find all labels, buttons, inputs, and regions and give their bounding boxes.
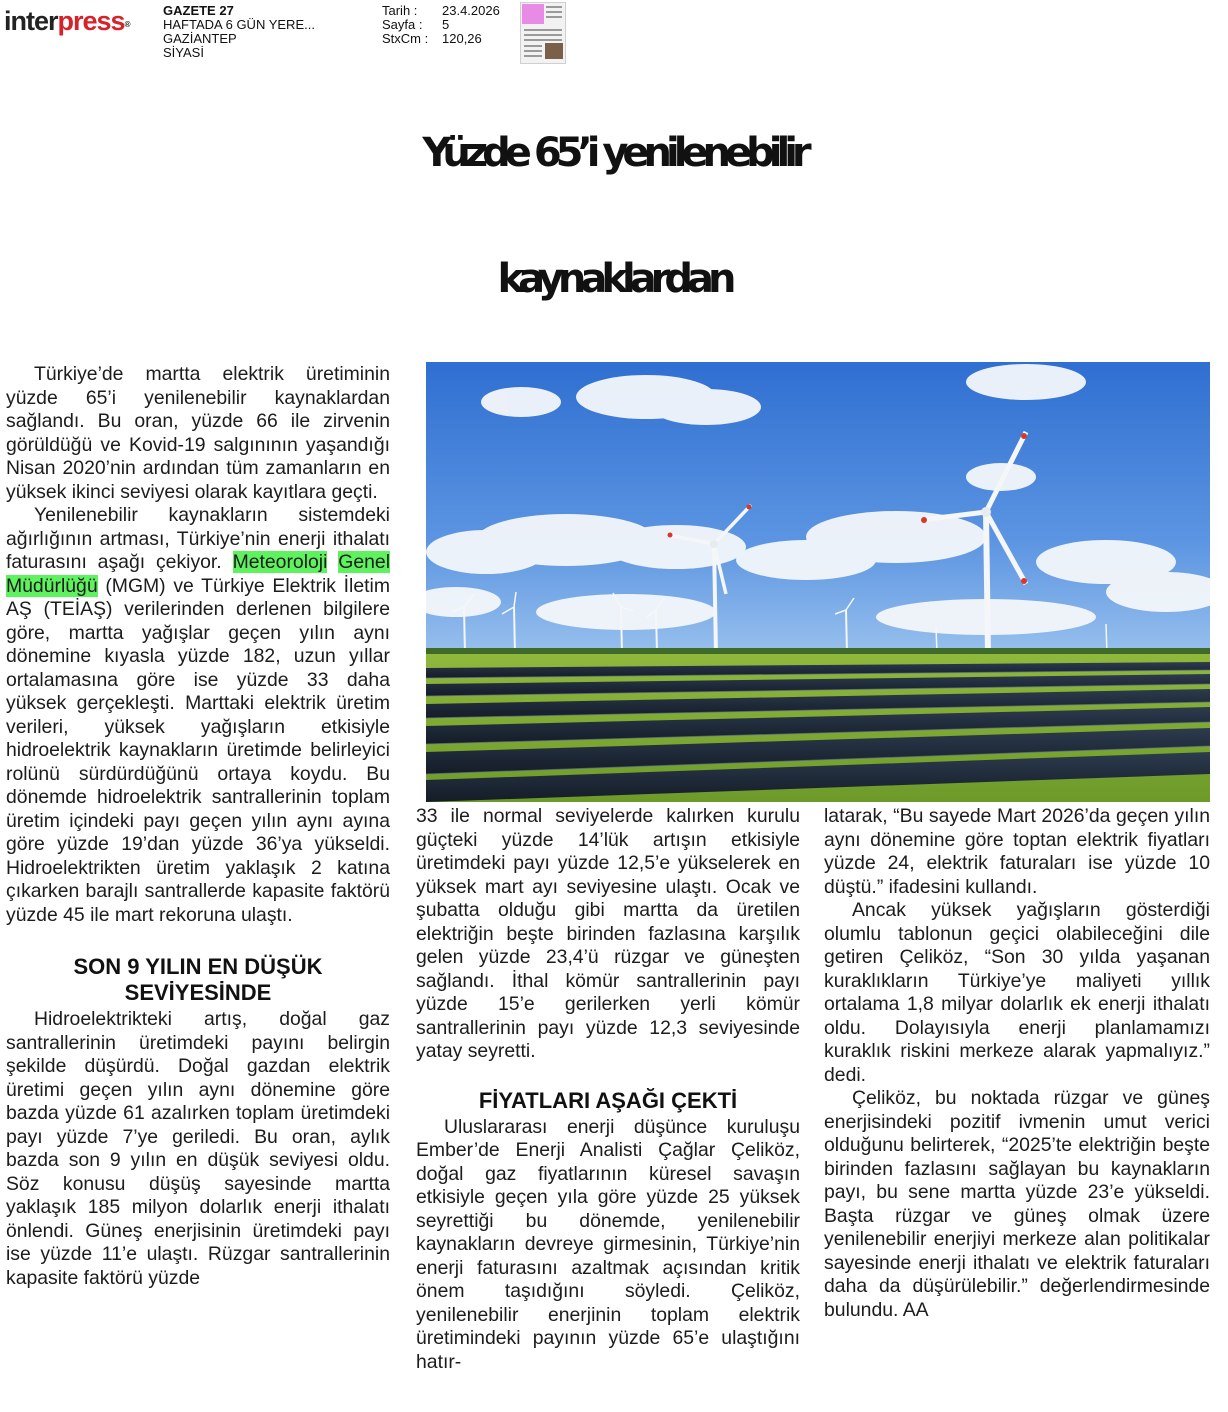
paragraph: Çeliköz, bu noktada rüzgar ve güneş enerjisindeki pozitif ivmenin umut verici olduğunu belirterek, “2025’te elektriğin beşte birinden fazlasını sağlayan bu kaynakların payı, bu sene martta yüzde 23’e yükseldi. Başta rüzgar ve güneş olmak üzere yenilenebilir enerjiyi merkeze alan politikalar sayesinde enerji ithalatı ve elektrik faturaları daha da düşürülebilir.” değerlendirmesinde bulundu. AA	[824, 1087, 1210, 1321]
paragraph: Uluslararası enerji düşünce kuruluşu Ember’de Enerji Analisti Çağlar Çeliköz, doğal gaz fiyatlarının küresel savaşın etkisiyle geçen yıla göre yüzde 25 yüksek seyrettiği bu dönemde, yenilenebilir kaynakların devreye girmesinin, Türkiye’nin enerji faturasını azaltmak açısından kritik önem taşıdığını söyledi. Çeliköz, yenilenebilir enerjinin toplam elektrik üretimindeki payının yüzde 65’e ulaştığını hatır-	[416, 1115, 800, 1373]
clipping-meta-values	[442, 4, 500, 46]
article-column-2	[416, 805, 800, 1374]
paragraph: Hidroelektrikteki artış, doğal gaz santrallerinin üretimdeki payını belirgin şekilde düşürdü. Doğal gazdan elektrik üretimi geçen yılın aynı dönemine göre bazda yüzde 61 azalırken toplam üretimdeki payı yüzde 7’ye geriledi. Bu oran, aylık bazda son 9 yılın en düşük seviyesi oldu. Söz konusu düşüş sayesinde martta yaklaşık 185 milyon dolarlık enerji ithalatı önlendi. Güneş enerjisinin üretimdeki payı ise yüzde 11’e ulaştı. Rüzgar santrallerinin kapasite faktörü yüzde	[6, 1008, 390, 1289]
page-label: Sayfa :	[382, 17, 423, 32]
headline-line-1: Yüzde 65’i yenilenebilir	[422, 130, 806, 176]
date-value: 23.4.2026	[442, 3, 500, 18]
highlighted-keyword: Müdürlüğü	[6, 574, 98, 597]
thumbnail-highlight	[522, 4, 544, 24]
stxcm-label: StxCm :	[382, 31, 429, 46]
subheading: FİYATLARI AŞAĞI ÇEKTİ	[478, 1087, 738, 1113]
highlighted-keyword: Meteoroloji	[232, 551, 328, 573]
paragraph: 33 ile normal seviyelerde kalırken kurulu güçteki yüzde 14’lük artışın etkisiyle üretimdeki payı yüzde 12,5’e yükselerek en yüksek mart ayı seviyesine ulaştı. Ocak ve şubatta olduğu gibi martta da üretilen elektriğin beşte birinden fazlasına karşılık gelen yüzde 23,4’ü rüzgar ve güneşten sağlandı. İthal kömür santrallerinin payı yüzde 15’e gerilerken yerli kömür santrallerinin payı yüzde 12,3 seviyesinde yatay seyretti.	[416, 805, 800, 1062]
wind-turbines-solar-panels-image	[426, 362, 1210, 802]
article-column-3	[824, 805, 1210, 1322]
headline-line-2: kaynaklardan	[497, 256, 731, 302]
clipping-source-info	[163, 4, 315, 60]
clipping-meta-labels	[382, 4, 428, 46]
article-photo-wind-solar	[426, 362, 1210, 802]
interpress-logo: interpress®	[4, 6, 130, 36]
highlighted-keyword: Genel	[338, 551, 391, 573]
publication-category: SİYASİ	[163, 45, 204, 60]
page-thumbnail[interactable]	[520, 2, 566, 64]
page-value: 5	[442, 17, 450, 32]
paragraph: latarak, “Bu sayede Mart 2026’da geçen yılın aynı dönemine göre toptan elektrik fiyatları yüzde 24, elektrik faturaları ise yüzde 10 düştü.” ifadesini kullandı.	[824, 805, 1210, 898]
publication-city: GAZİANTEP	[163, 31, 237, 46]
publication-frequency: HAFTADA 6 GÜN YERE...	[163, 17, 315, 32]
article-column-1	[6, 363, 390, 1290]
thumbnail-photo	[545, 43, 563, 59]
paragraph: Yenilenebilir kaynakların sistemdeki ağırlığının artması, Türkiye’nin enerji ithalatı faturasını aşağı çekiyor. Meteoroloji Genel Müdürlüğü (MGM) ve Türkiye Elektrik İletim AŞ (TEİAŞ) verilerinden derlenen bilgilere göre, martta yağışlar geçen yılın aynı dönemine kıyasla yüzde 182, uzun yıllar ortalamasına göre ise yüzde 33 daha yüksek gerçekleşti. Marttaki elektrik üretim verileri, yüksek yağışların etkisiyle hidroelektrik kaynakların üretimde belirleyici rolünü sürdürdüğünü ortaya koydu. Bu dönemde hidroelektrik santrallerinin toplam üretim içindeki payı geçen yılın aynı ayına göre yüzde 19’dan yüzde 36’ya yükseldi. Hidroelektrikten üretim yaklaşık 2 katına çıkarken barajlı santrallerde kapasite faktörü yüzde 45 ile mart rekoruna ulaştı.	[6, 504, 391, 926]
publication-name: GAZETE 27	[163, 3, 234, 18]
paragraph: Ancak yüksek yağışların gösterdiği olumlu tablonun geçici olabileceğini dile getiren Çeliköz, “Son 30 yılda yaşanan kuraklıkların Türkiye’ye maliyeti yıllık ortalama 1,8 milyar dolarlık ek enerji ithalatı oldu. Dolayısıyla enerji planlamamızı kuraklık riskini merkeze alarak yapmalıyız.” dedi.	[824, 899, 1210, 1086]
paragraph: Türkiye’de martta elektrik üretiminin yüzde 65’i yenilenebilir kaynaklardan sağlandı. Bu oran, yüzde 66 ile zirvenin görüldüğü ve Kovid-19 salgınının yaşandığı Nisan 2020’nin ardından tüm zamanların en yüksek ikinci seviyesi olarak kayıtlara geçti.	[6, 363, 390, 503]
subheading: SON 9 YILIN EN DÜŞÜK SEVİYESİNDE	[73, 954, 323, 1005]
stxcm-value: 120,26	[442, 31, 482, 46]
headline	[0, 90, 1228, 342]
date-label: Tarih :	[382, 3, 418, 18]
